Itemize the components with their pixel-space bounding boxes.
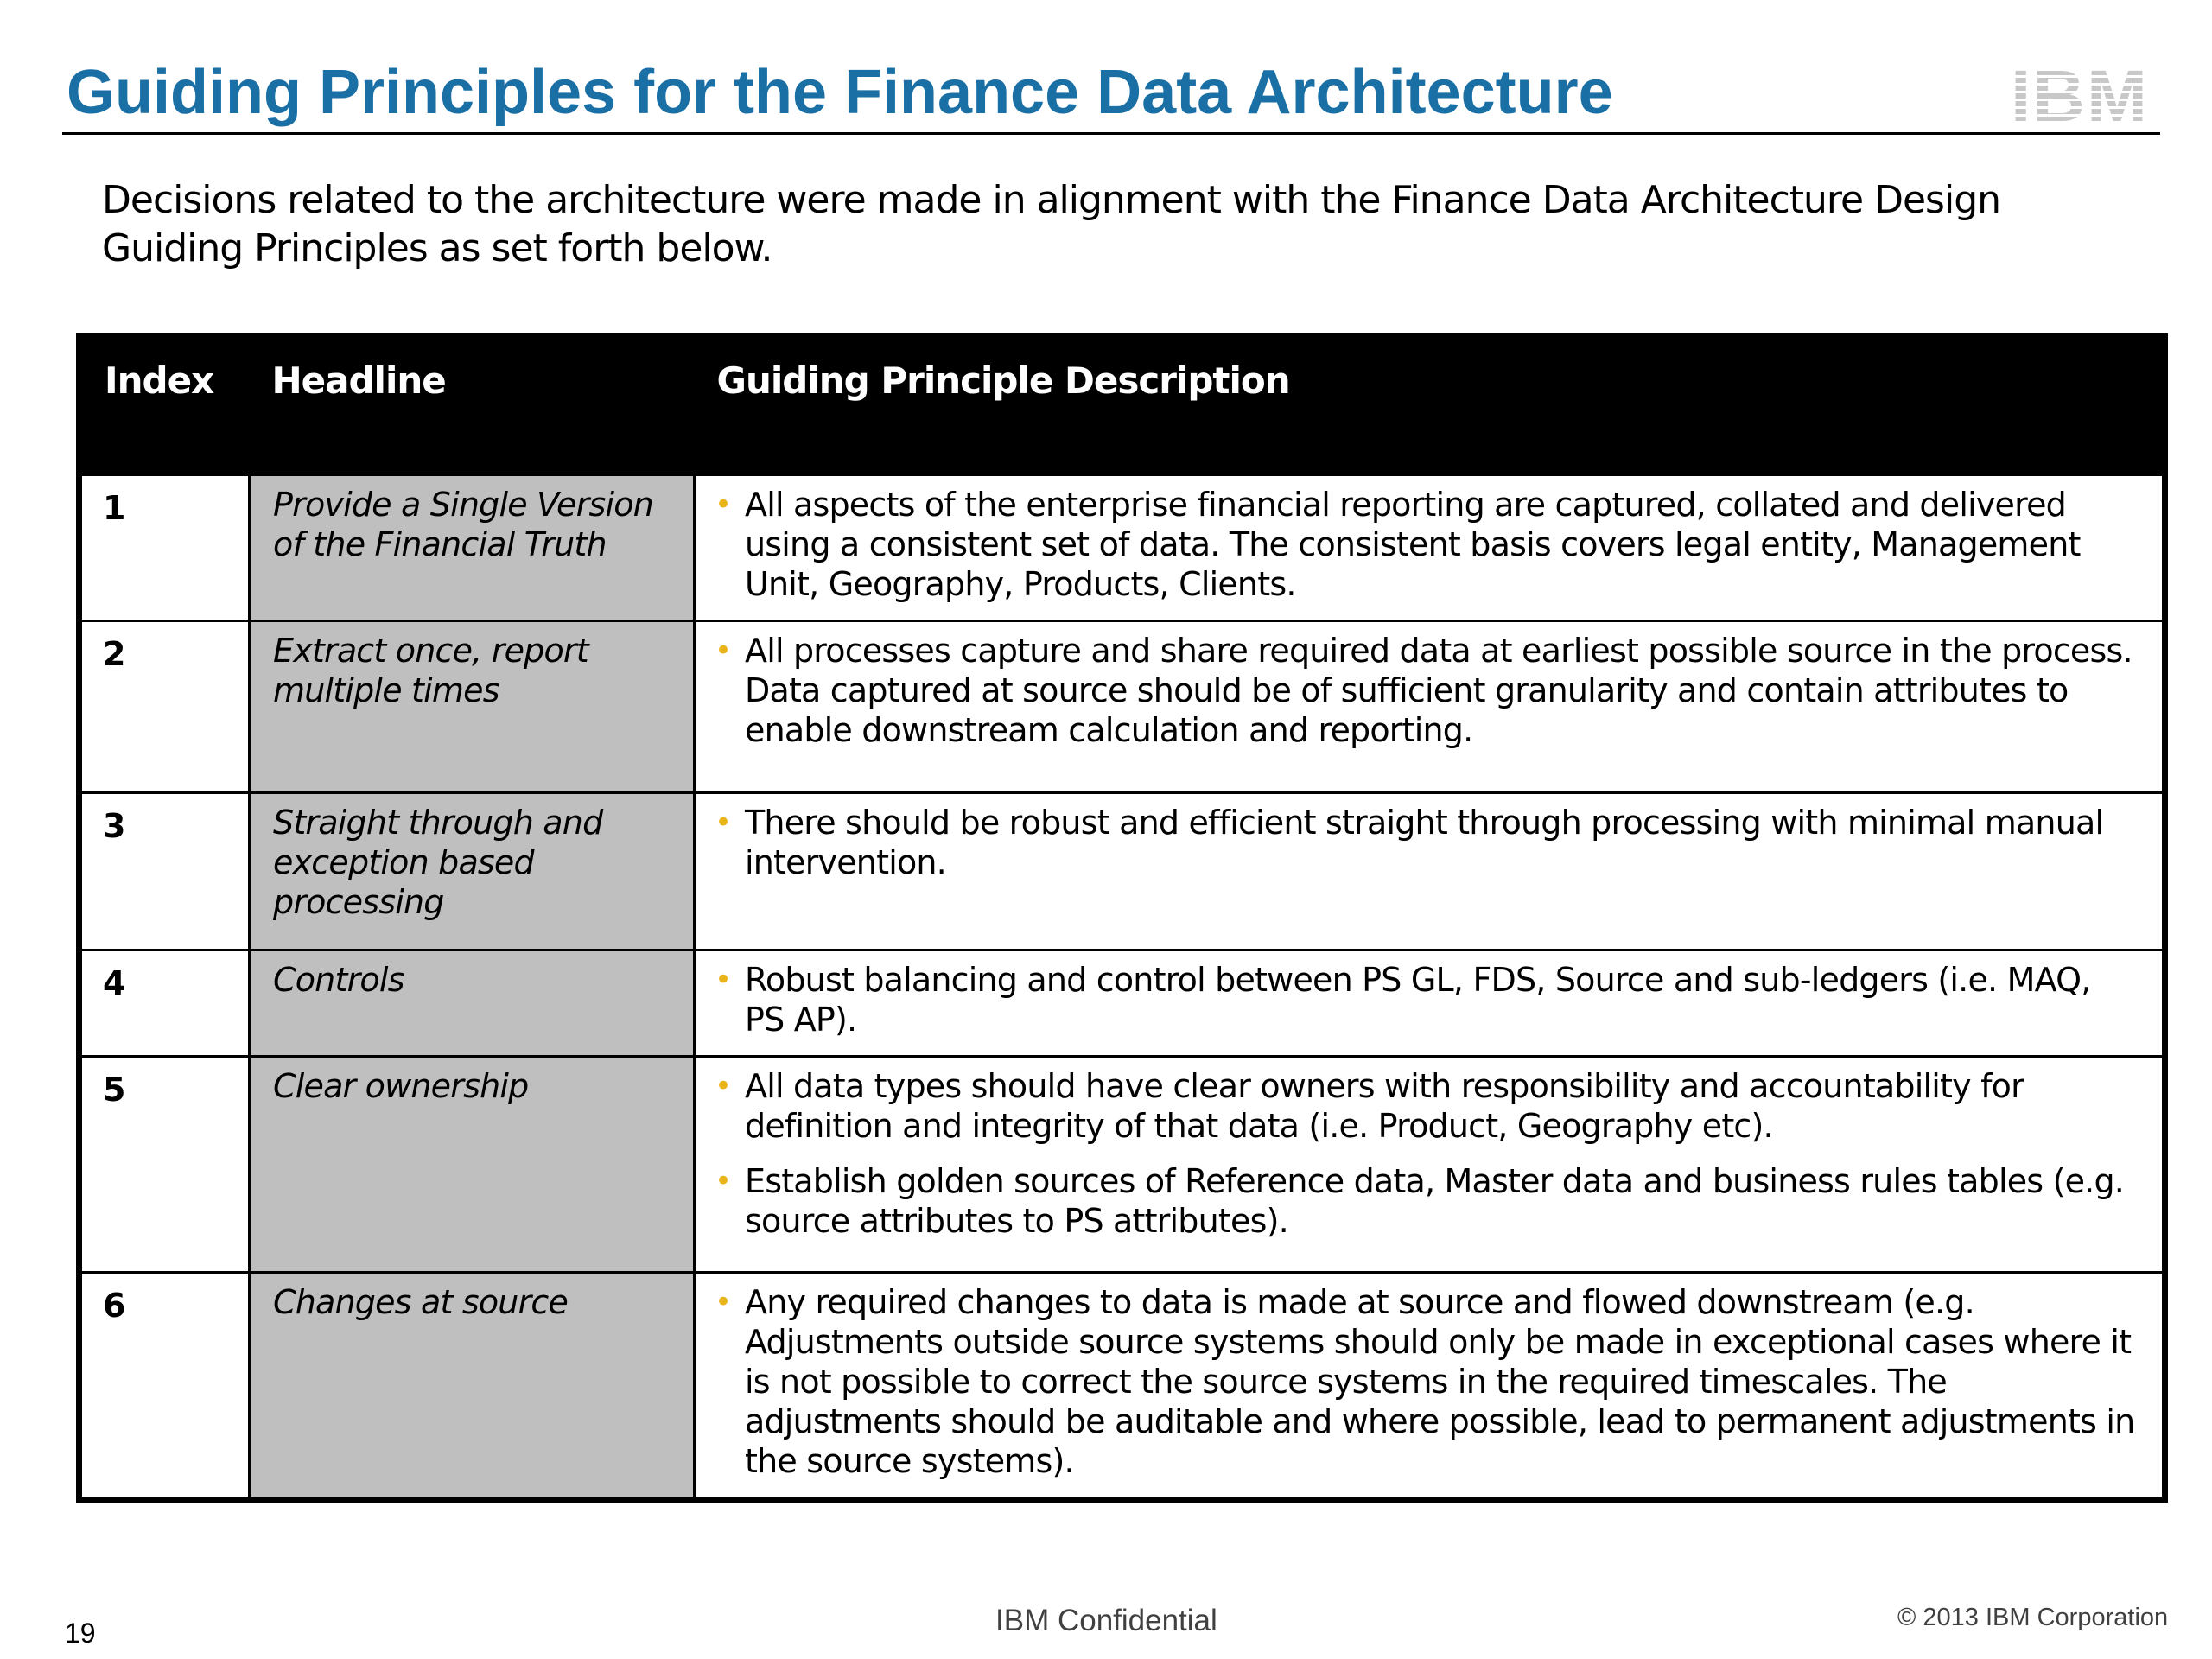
row-headline: Provide a Single Version of the Financial Truth	[250, 475, 695, 621]
table-row	[79, 475, 2165, 621]
row-headline: Controls	[250, 950, 695, 1057]
bullet-item	[715, 960, 2139, 1039]
bullet-item	[715, 485, 2139, 604]
bullet-item	[715, 631, 2139, 750]
title-divider	[62, 132, 2160, 135]
ibm-logo	[2005, 62, 2156, 124]
bullet-icon: •	[715, 487, 732, 522]
row-headline: Clear ownership	[250, 1057, 695, 1273]
row-description	[695, 1273, 2165, 1500]
row-index: 2	[79, 621, 250, 793]
bullet-item	[715, 1066, 2139, 1146]
bullet-text: There should be robust and efficient straight through processing with minimal manual intervention.	[745, 804, 2104, 881]
column-header-description: Guiding Principle Description	[695, 336, 2165, 475]
bullet-icon: •	[715, 1285, 732, 1319]
column-header-headline: Headline	[250, 336, 695, 475]
row-index: 6	[79, 1273, 250, 1500]
bullet-text: All processes capture and share required data at earliest possible source in the process. Data captured at source should be of sufficient granularity and contain attributes to enable downstream calculation and reporting.	[745, 632, 2133, 749]
row-headline: Extract once, report multiple times	[250, 621, 695, 793]
confidential-label: IBM Confidential	[995, 1604, 1217, 1637]
table-row	[79, 950, 2165, 1057]
row-headline: Changes at source	[250, 1273, 695, 1500]
intro-text: Decisions related to the architecture were made in alignment with the Finance Data Architecture Design Guiding Principles as set forth below.	[102, 178, 2001, 270]
table-header-row	[79, 336, 2165, 475]
row-index: 5	[79, 1057, 250, 1273]
bullet-text: Robust balancing and control between PS GL, FDS, Source and sub-ledgers (i.e. MAQ, PS AP).	[745, 961, 2091, 1039]
table-row	[79, 621, 2165, 793]
row-index: 4	[79, 950, 250, 1057]
principles-table	[76, 333, 2168, 1503]
bullet-icon: •	[715, 1069, 732, 1103]
bullet-text: All aspects of the enterprise financial reporting are captured, collated and delivered using a consistent set of data. The consistent basis covers legal entity, Management Unit, Geography, Products, Clients.	[745, 486, 2081, 603]
bullet-item	[715, 803, 2139, 882]
row-description	[695, 950, 2165, 1057]
bullet-text: Establish golden sources of Reference data, Master data and business rules tables (e.g. source attributes to PS attributes).	[745, 1162, 2125, 1240]
bullet-icon: •	[715, 1164, 732, 1198]
row-description	[695, 621, 2165, 793]
row-headline: Straight through and exception based processing	[250, 793, 695, 950]
bullet-icon: •	[715, 963, 732, 997]
table-row	[79, 793, 2165, 950]
bullet-text: Any required changes to data is made at source and flowed downstream (e.g. Adjustments outside source systems should only be made in exceptional cases where it is not possible to correct the source systems in the required timescales. The adjustments should be auditable and where possible, lead to permanent adjustments in the source systems).	[745, 1283, 2135, 1480]
bullet-icon: •	[715, 805, 732, 840]
bullet-text: All data types should have clear owners with responsibility and accountability for definition and integrity of that data (i.e. Product, Geography etc).	[745, 1067, 2024, 1145]
row-description	[695, 793, 2165, 950]
copyright-notice: © 2013 IBM Corporation	[1897, 1604, 2169, 1631]
column-header-index: Index	[79, 336, 250, 475]
row-description	[695, 475, 2165, 621]
row-index: 3	[79, 793, 250, 950]
table-row	[79, 1273, 2165, 1500]
bullet-item	[715, 1161, 2139, 1241]
table-row	[79, 1057, 2165, 1273]
bullet-icon: •	[715, 633, 732, 668]
page-title: Guiding Principles for the Finance Data Architecture	[67, 58, 1613, 127]
row-index: 1	[79, 475, 250, 621]
bullet-item	[715, 1282, 2139, 1481]
page-number: 19	[65, 1618, 96, 1649]
row-description	[695, 1057, 2165, 1273]
